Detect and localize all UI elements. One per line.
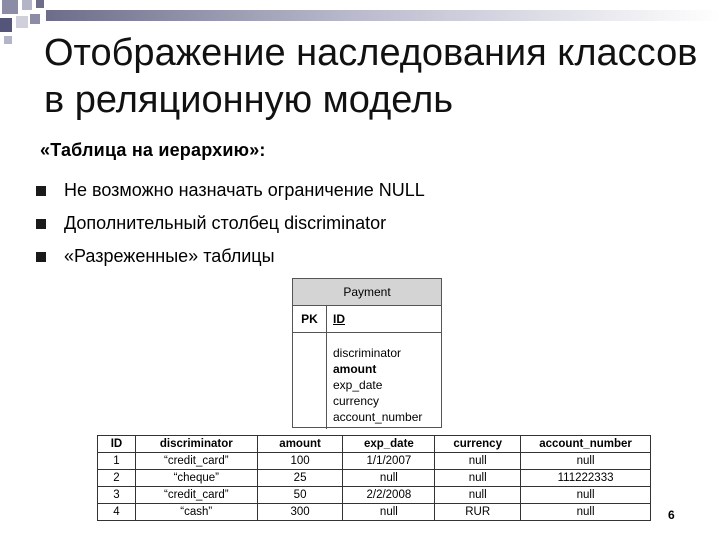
table-cell: 1	[98, 453, 136, 470]
column-header: discriminator	[135, 436, 257, 453]
table-row	[98, 453, 651, 470]
table-header-row	[98, 436, 651, 453]
bullet-list	[34, 174, 425, 273]
column-header: amount	[257, 436, 343, 453]
table-cell: 4	[98, 504, 136, 521]
list-item	[34, 240, 425, 273]
table-cell: null	[435, 453, 521, 470]
table-cell: 100	[257, 453, 343, 470]
list-item	[34, 174, 425, 207]
attribute: discriminator	[333, 346, 402, 360]
table-cell: 1/1/2007	[343, 453, 435, 470]
column-header: currency	[435, 436, 521, 453]
table-cell: null	[435, 487, 521, 504]
entity-name: Payment	[293, 279, 441, 306]
table-cell: 2	[98, 470, 136, 487]
column-header: ID	[98, 436, 136, 453]
entity-attributes	[293, 333, 441, 429]
table-row	[98, 487, 651, 504]
table-cell: null	[343, 504, 435, 521]
table-cell: 50	[257, 487, 343, 504]
table-cell: 300	[257, 504, 343, 521]
table-cell: 111222333	[521, 470, 651, 487]
attribute: amount	[333, 362, 377, 376]
table-cell: null	[521, 453, 651, 470]
bullet-text: Не возможно назначать ограничение NULL	[64, 180, 425, 200]
bullet-text: «Разреженные» таблицы	[64, 246, 275, 266]
attribute: account_number	[333, 410, 423, 424]
table-cell: “cheque”	[135, 470, 257, 487]
table-cell: “credit_card”	[135, 487, 257, 504]
square-bullet-icon	[36, 252, 46, 262]
bullet-text: Дополнительный столбец discriminator	[64, 213, 387, 233]
table-cell: 3	[98, 487, 136, 504]
table-cell: null	[521, 504, 651, 521]
page-number: 6	[668, 508, 675, 522]
column-header: exp_date	[343, 436, 435, 453]
list-item	[34, 207, 425, 240]
table-cell: null	[435, 470, 521, 487]
payment-table	[97, 435, 651, 521]
column-header: account_number	[521, 436, 651, 453]
intro-heading: «Таблица на иерархию»:	[40, 140, 266, 160]
table-cell: 2/2/2008	[343, 487, 435, 504]
square-bullet-icon	[36, 186, 46, 196]
table-cell: “credit_card”	[135, 453, 257, 470]
table-cell: null	[521, 487, 651, 504]
table-cell: 25	[257, 470, 343, 487]
table-row	[98, 470, 651, 487]
table-cell: null	[343, 470, 435, 487]
attribute: exp_date	[333, 378, 383, 392]
top-rule	[46, 10, 720, 21]
table-cell: “cash”	[135, 504, 257, 521]
pk-field: ID	[333, 312, 345, 326]
pk-label: PK	[293, 306, 327, 332]
table-cell: RUR	[435, 504, 521, 521]
square-bullet-icon	[36, 219, 46, 229]
slide-title: Отображение наследования классов в реляционную модель	[44, 32, 698, 121]
attribute: currency	[333, 394, 380, 408]
payment-entity	[292, 278, 442, 428]
entity-pk-row	[293, 306, 441, 333]
table-row	[98, 504, 651, 521]
